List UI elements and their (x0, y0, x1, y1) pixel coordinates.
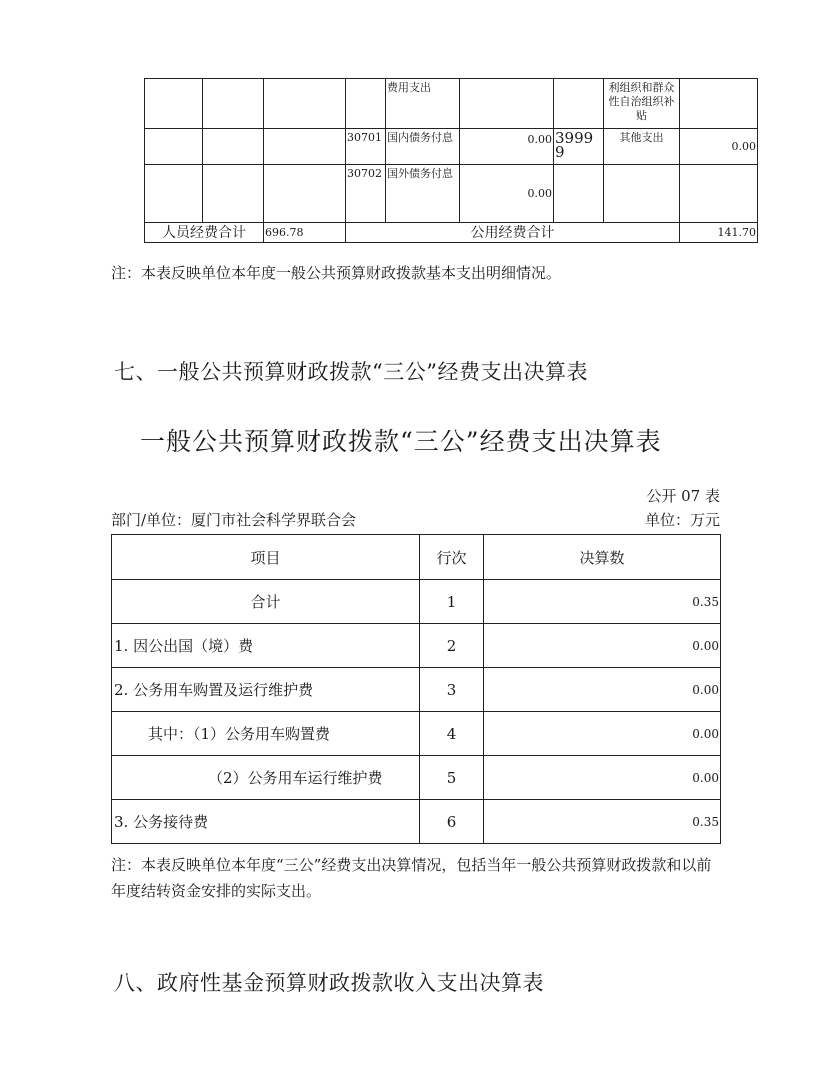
cell (145, 129, 203, 165)
cell (203, 79, 264, 129)
amount-cell: 0.00 (484, 756, 721, 800)
item-name-cell (604, 165, 680, 223)
line-cell: 5 (420, 756, 484, 800)
table-row (112, 668, 721, 712)
table-row (145, 129, 758, 165)
cell (264, 165, 346, 223)
table-row (112, 624, 721, 668)
section-heading: 七、一般公共预算财政拨款“三公”经费支出决算表 (114, 360, 588, 384)
item-cell: 其中：（1）公务用车购置费 (112, 712, 420, 756)
cell (145, 79, 203, 129)
table-row (145, 79, 758, 129)
line-cell: 3 (420, 668, 484, 712)
three-public-expenses-table (111, 534, 721, 844)
cell (264, 79, 346, 129)
cell (264, 129, 346, 165)
economic-code-cell (554, 79, 604, 129)
item-name-cell: 其他支出 (604, 129, 680, 165)
item-name-cell: 费用支出 (386, 79, 460, 129)
line-cell: 2 (420, 624, 484, 668)
cell (203, 129, 264, 165)
amount-cell: 0.00 (680, 129, 758, 165)
amount-cell (680, 165, 758, 223)
item-cell: 合计 (112, 580, 420, 624)
item-name-cell: 国外债务付息 (386, 165, 460, 223)
amount-cell: 0.35 (484, 800, 721, 844)
cell (145, 165, 203, 223)
table-title: 一般公共预算财政拨款“三公”经费支出决算表 (140, 427, 662, 456)
table-row (112, 712, 721, 756)
line-cell: 1 (420, 580, 484, 624)
section-heading: 八、政府性基金预算财政拨款收入支出决算表 (114, 971, 544, 995)
table-row (112, 580, 721, 624)
table-row (112, 800, 721, 844)
item-cell: 2. 公务用车购置及运行维护费 (112, 668, 420, 712)
amount-cell: 0.35 (484, 580, 721, 624)
amount-cell (680, 79, 758, 129)
cell (203, 165, 264, 223)
item-name-cell: 利组织和群众性自治组织补贴 (604, 79, 680, 129)
basic-expenditure-table-continued (144, 78, 758, 243)
column-header-item: 项目 (112, 535, 420, 580)
economic-code-cell (346, 79, 386, 129)
department-label: 部门/单位：厦门市社会科学界联合会 (111, 511, 357, 529)
economic-code-cell (554, 165, 604, 223)
amount-cell: 0.00 (460, 165, 554, 223)
amount-cell: 0.00 (484, 668, 721, 712)
unit-label: 单位：万元 (644, 511, 720, 529)
economic-code-cell: 39999 (554, 129, 604, 165)
public-total-label: 公用经费合计 (346, 223, 680, 243)
personnel-total-label: 人员经费合计 (145, 223, 264, 243)
column-header-amount: 决算数 (484, 535, 721, 580)
economic-code-cell: 30702 (346, 165, 386, 223)
line-cell: 4 (420, 712, 484, 756)
public-total-value: 141.70 (680, 223, 758, 243)
item-cell: （2）公务用车运行维护费 (112, 756, 420, 800)
table-row (112, 756, 721, 800)
amount-cell: 0.00 (484, 712, 721, 756)
table-note: 注：本表反映单位本年度“三公”经费支出决算情况，包括当年一般公共预算财政拨款和以前年度结转资金安排的实际支出。 (111, 856, 712, 900)
amount-cell: 0.00 (460, 129, 554, 165)
table-code: 公开 07 表 (646, 487, 720, 505)
line-cell: 6 (420, 800, 484, 844)
personnel-total-value: 696.78 (264, 223, 346, 243)
item-cell: 1. 因公出国（境）费 (112, 624, 420, 668)
amount-cell (460, 79, 554, 129)
amount-cell: 0.00 (484, 624, 721, 668)
table-row (145, 165, 758, 223)
table-note: 注：本表反映单位本年度一般公共预算财政拨款基本支出明细情况。 (111, 264, 562, 282)
item-cell: 3. 公务接待费 (112, 800, 420, 844)
item-name-cell: 国内债务付息 (386, 129, 460, 165)
table-header-row (112, 535, 721, 580)
column-header-line: 行次 (420, 535, 484, 580)
table-total-row (145, 223, 758, 243)
economic-code-cell: 30701 (346, 129, 386, 165)
